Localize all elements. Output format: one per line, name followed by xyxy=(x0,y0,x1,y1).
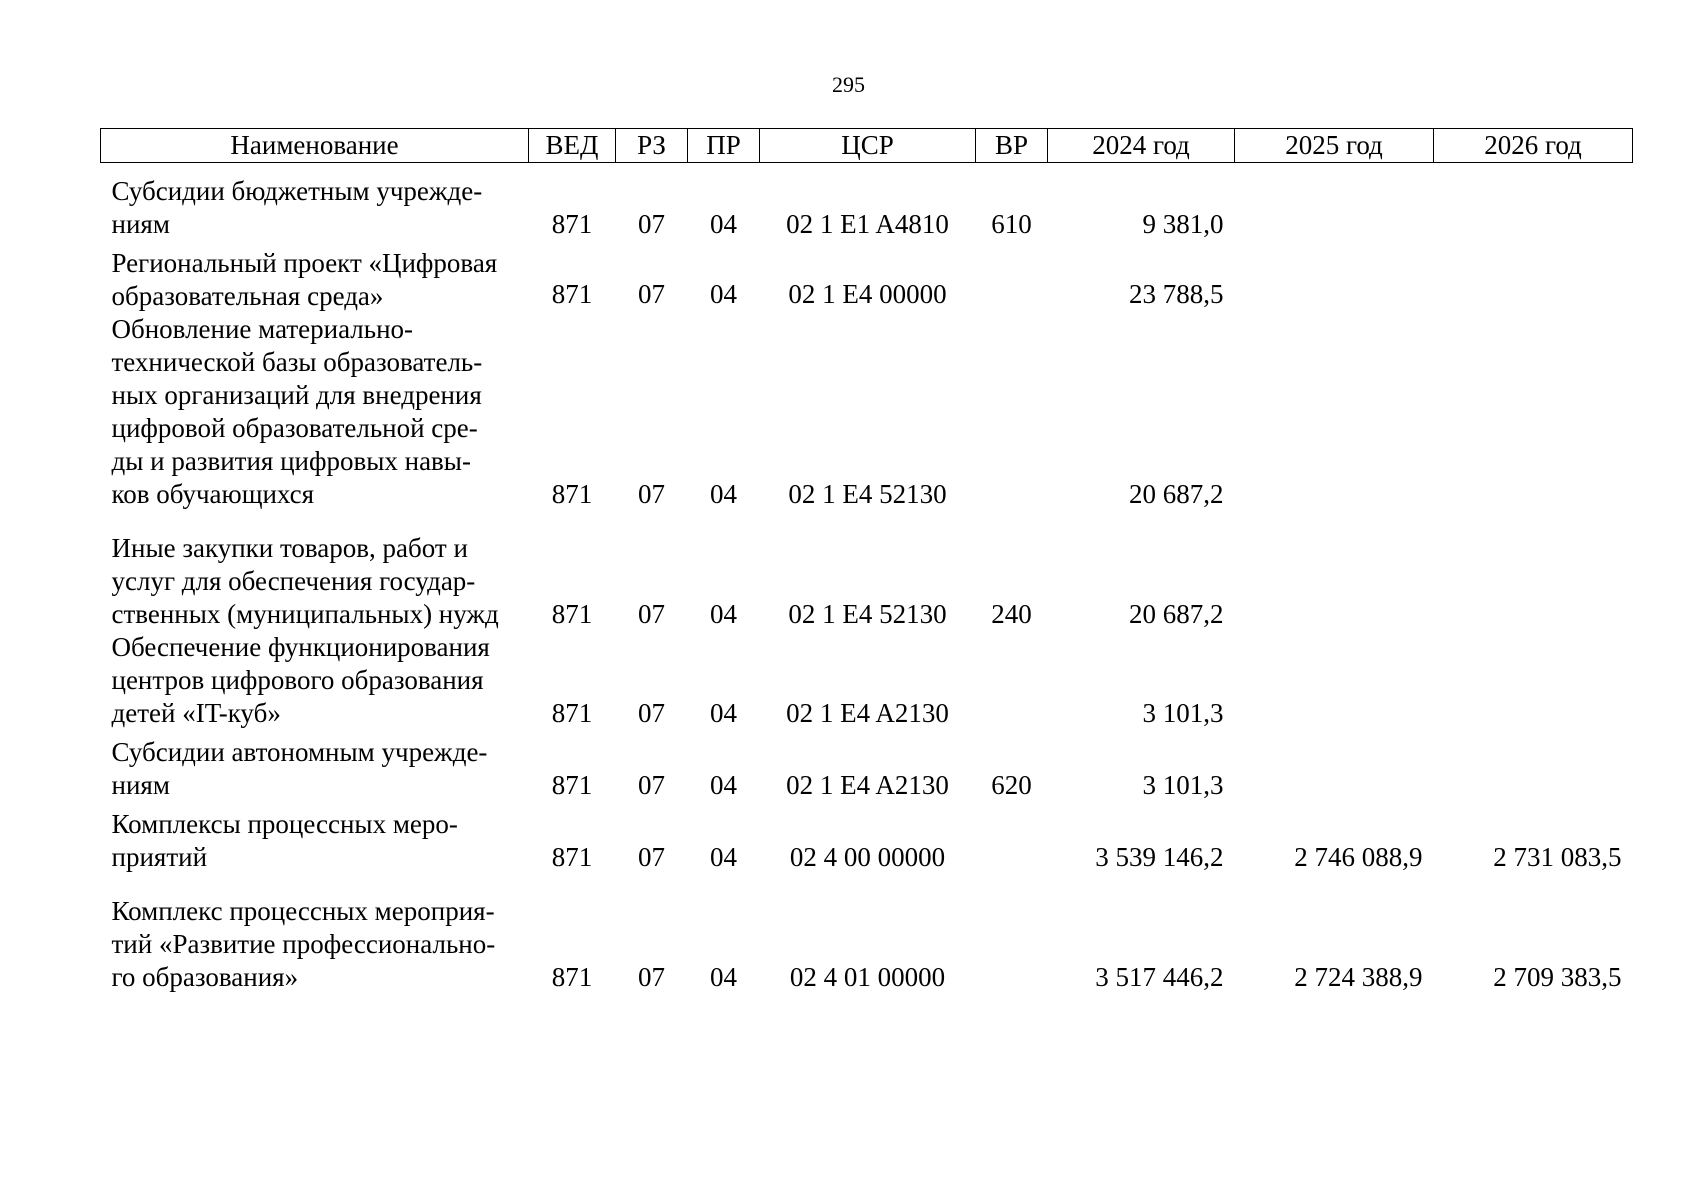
row-name-line: Комплексы процессных меро- xyxy=(111,809,458,839)
row-2024: 20 687,2 xyxy=(1129,479,1224,509)
row-name-line: Региональный проект «Цифровая xyxy=(111,248,498,278)
row-pr: 04 xyxy=(710,962,737,992)
row-2026 xyxy=(1434,511,1633,631)
table-row xyxy=(101,313,1633,511)
table-row xyxy=(101,241,1633,313)
row-ved: 871 xyxy=(551,698,593,728)
row-vr xyxy=(976,802,1048,874)
row-name-line: образовательная среда» xyxy=(111,281,384,311)
row-vr xyxy=(976,241,1048,313)
row-2025 xyxy=(1235,631,1434,730)
row-rz: 07 xyxy=(638,770,665,800)
row-rz: 07 xyxy=(638,479,665,509)
row-pr: 04 xyxy=(710,209,737,239)
row-name-line: технической базы образователь- xyxy=(111,347,483,377)
row-ved: 871 xyxy=(551,599,593,629)
row-2026: 2 709 383,5 xyxy=(1493,962,1622,992)
row-vr xyxy=(976,631,1048,730)
table-row xyxy=(101,631,1633,730)
budget-table xyxy=(100,128,1633,994)
table-row xyxy=(101,511,1633,631)
row-name-line: центров цифрового образования xyxy=(111,665,484,695)
row-ved: 871 xyxy=(551,479,593,509)
row-2024: 3 539 146,2 xyxy=(1095,842,1224,872)
row-2025 xyxy=(1235,730,1434,802)
row-rz: 07 xyxy=(638,209,665,239)
row-csr: 02 1 E4 52130 xyxy=(788,599,947,629)
row-name-line: Иные закупки товаров, работ и xyxy=(111,533,468,563)
column-header-2024: 2024 год xyxy=(1048,129,1235,163)
row-csr: 02 4 01 00000 xyxy=(789,962,946,992)
row-rz: 07 xyxy=(638,279,665,309)
table-header-row xyxy=(101,129,1633,163)
row-name-cell xyxy=(101,313,529,511)
row-name-cell xyxy=(101,631,529,730)
row-name-cell xyxy=(101,511,529,631)
row-2026 xyxy=(1434,241,1633,313)
row-name-line: го образования» xyxy=(111,962,299,992)
row-rz: 07 xyxy=(638,842,665,872)
row-name-line: Обновление материально- xyxy=(111,314,414,344)
row-pr: 04 xyxy=(710,698,737,728)
row-name-line: Комплекс процессных мероприя- xyxy=(111,896,495,926)
column-header-pr: ПР xyxy=(688,129,760,163)
row-vr: 610 xyxy=(991,209,1032,239)
row-name-cell xyxy=(101,730,529,802)
row-csr: 02 1 E4 A2130 xyxy=(786,698,949,728)
row-name-line: ков обучающихся xyxy=(111,479,315,509)
row-2024: 3 101,3 xyxy=(1142,698,1224,728)
row-name-cell xyxy=(101,802,529,874)
row-pr: 04 xyxy=(710,479,737,509)
row-rz: 07 xyxy=(638,698,665,728)
column-header-2026: 2026 год xyxy=(1434,129,1633,163)
row-name-line: ниям xyxy=(111,209,170,239)
row-vr: 240 xyxy=(991,599,1032,629)
row-name-line: детей «IT-куб» xyxy=(111,698,281,728)
row-name-line: Обеспечение функционирования xyxy=(111,632,490,662)
row-csr: 02 1 E4 52130 xyxy=(788,479,947,509)
row-2026 xyxy=(1434,730,1633,802)
row-vr xyxy=(976,313,1048,511)
column-header-name: Наименование xyxy=(101,129,529,163)
row-2024: 20 687,2 xyxy=(1129,599,1224,629)
row-2024: 9 381,0 xyxy=(1142,209,1224,239)
row-ved: 871 xyxy=(551,279,593,309)
row-vr xyxy=(976,874,1048,994)
row-ved: 871 xyxy=(551,770,593,800)
row-csr: 02 1 E4 00000 xyxy=(788,279,947,309)
table-row xyxy=(101,802,1633,874)
row-2025: 2 746 088,9 xyxy=(1294,842,1423,872)
column-header-2025: 2025 год xyxy=(1235,129,1434,163)
row-2026: 2 731 083,5 xyxy=(1493,842,1622,872)
row-ved: 871 xyxy=(551,962,593,992)
row-pr: 04 xyxy=(710,279,737,309)
row-rz: 07 xyxy=(638,962,665,992)
table-row xyxy=(101,163,1633,242)
row-2025: 2 724 388,9 xyxy=(1294,962,1423,992)
row-name-line: ниям xyxy=(111,770,170,800)
row-ved: 871 xyxy=(551,842,593,872)
row-name-line: цифровой образовательной сре- xyxy=(111,413,478,443)
table-row xyxy=(101,730,1633,802)
table-row xyxy=(101,874,1633,994)
row-2025 xyxy=(1235,163,1434,242)
column-header-vr: ВР xyxy=(976,129,1048,163)
row-name-line: Субсидии бюджетным учрежде- xyxy=(111,176,483,206)
row-2026 xyxy=(1434,163,1633,242)
row-2025 xyxy=(1235,241,1434,313)
column-header-ved: ВЕД xyxy=(529,129,616,163)
row-2025 xyxy=(1235,313,1434,511)
row-pr: 04 xyxy=(710,842,737,872)
row-name-line: услуг для обеспечения государ- xyxy=(111,566,476,596)
row-name-line: ных организаций для внедрения xyxy=(111,380,482,410)
row-2025 xyxy=(1235,511,1434,631)
row-name-cell xyxy=(101,874,529,994)
row-name-line: тий «Развитие профессионально- xyxy=(111,929,496,959)
row-name-cell xyxy=(101,163,529,242)
row-pr: 04 xyxy=(710,770,737,800)
row-csr: 02 4 00 00000 xyxy=(789,842,946,872)
row-2026 xyxy=(1434,631,1633,730)
row-vr: 620 xyxy=(991,770,1032,800)
row-csr: 02 1 E1 A4810 xyxy=(786,209,949,239)
row-2024: 3 517 446,2 xyxy=(1095,962,1224,992)
row-name-cell xyxy=(101,241,529,313)
row-name-line: приятий xyxy=(111,842,208,872)
row-csr: 02 1 E4 A2130 xyxy=(786,770,949,800)
row-name-line: Субсидии автономным учрежде- xyxy=(111,737,488,767)
column-header-rz: РЗ xyxy=(616,129,688,163)
column-header-csr: ЦСР xyxy=(760,129,976,163)
row-name-line: ственных (муниципальных) нужд xyxy=(111,599,499,629)
row-pr: 04 xyxy=(710,599,737,629)
row-rz: 07 xyxy=(638,599,665,629)
row-2024: 3 101,3 xyxy=(1142,770,1224,800)
page-number: 295 xyxy=(832,72,865,97)
row-name-line: ды и развития цифровых навы- xyxy=(111,446,471,476)
row-2024: 23 788,5 xyxy=(1129,279,1224,309)
row-ved: 871 xyxy=(551,209,593,239)
row-2026 xyxy=(1434,313,1633,511)
